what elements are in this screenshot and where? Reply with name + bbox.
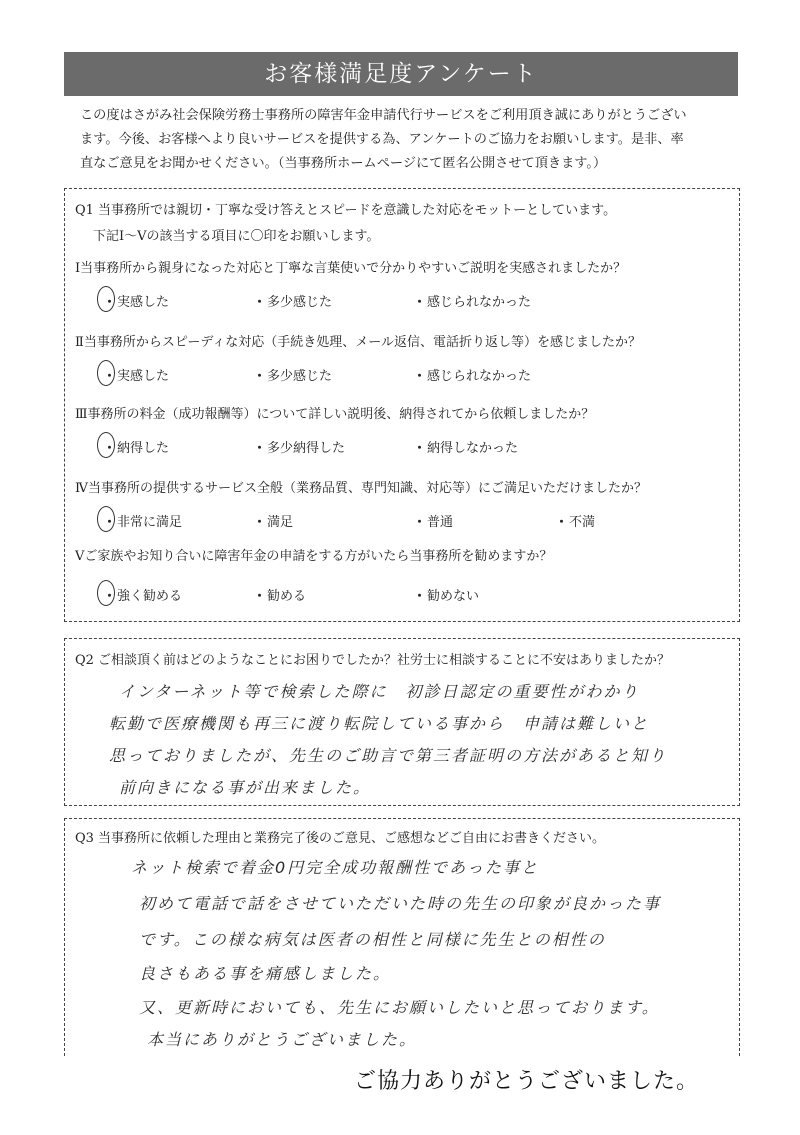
option-3-1[interactable]: ・納得した [103,437,169,456]
option-2-3[interactable]: ・感じられなかった [413,369,532,384]
handwritten-line: です。この様な病気は医者の相性と同様に先生との相性の [139,930,606,949]
option-label: 実感した [117,295,170,310]
option-1-3[interactable]: ・感じられなかった [413,295,532,310]
q1-instruction: 下記Ⅰ〜Ⅴの該当する項目に〇印をお願いします。 [93,229,380,244]
option-label: 勧める [267,589,307,604]
handwritten-line: 前向きになる事が出来ました。 [119,778,372,797]
option-label: 普通 [427,515,454,530]
question-3: Ⅲ事務所の料金（成功報酬等）について詳しい説明後、納得されてから依頼しましたか？ [75,407,595,422]
option-label: 納得しなかった [427,441,519,456]
option-label: 感じられなかった [427,295,532,310]
option-1-2[interactable]: ・多少感じた [253,295,333,310]
intro-line: ます。今後、お客様へより良いサービスを提供する為、アンケートのご協力をお願いします。是非、率 [80,132,684,147]
option-3-2[interactable]: ・多少納得した [253,441,346,456]
handwritten-line: 本当にありがとうございました。 [147,1030,418,1049]
q3-section [64,818,740,1056]
survey-title: お客様満足度アンケート [64,52,738,96]
option-label: 多少感じた [267,295,333,310]
option-label: 感じられなかった [427,369,532,384]
handwritten-line: インターネット等で検索した際に 初診日認定の重要性がわかり [119,682,640,701]
option-2-1[interactable]: ・実感した [103,365,169,384]
q1-heading: Q1 当事務所では親切・丁寧な受け答えとスピードを意識した対応をモットーとしています。 [75,203,617,218]
option-label: 非常に満足 [117,515,183,530]
handwritten-line: 初めて電話で話をさせていただいた時の先生の印象が良かった事 [139,894,662,913]
question-1: Ⅰ当事務所から親身になった対応と丁寧な言葉使いで分かりやすいご説明を実感されましたか？ [75,261,627,276]
handwritten-line: 思っておりましたが、先生のご助言で第三者証明の方法があると知り [109,746,668,765]
option-1-1[interactable]: ・実感した [103,291,169,310]
option-4-2[interactable]: ・満足 [253,515,294,530]
option-5-2[interactable]: ・勧める [253,589,307,604]
option-5-1[interactable]: ・強く勧める [103,585,182,604]
option-2-2[interactable]: ・多少感じた [253,369,333,384]
intro-text [80,104,740,176]
q2-heading: Q2 ご相談頂く前はどのようなことにお困りでしたか？社労士に相談することに不安はありましたか？ [75,653,671,668]
option-label: 不満 [569,515,596,530]
option-label: 強く勧める [117,589,183,604]
question-2: Ⅱ当事務所からスピーディな対応（手続き処理、メール返信、電話折り返し等）を感じましたか？ [75,335,642,350]
option-label: 多少感じた [267,369,333,384]
intro-line: この度はさがみ社会保険労務士事務所の障害年金申請代行サービスをご利用頂き誠にありがとうござい [80,108,687,123]
handwritten-line: 又、更新時においても、先生にお願いしたいと思っております。 [139,998,660,1017]
handwritten-line: 転勤で医療機関も再三に渡り転院している事から 申請は難しいと [109,714,650,733]
option-label: 満足 [267,515,294,530]
option-3-3[interactable]: ・納得しなかった [413,441,519,456]
question-5: Ⅴご家族やお知り合いに障害年金の申請をする方がいたら当事務所を勧めますか？ [75,549,553,564]
option-label: 納得した [117,441,170,456]
option-label: 実感した [117,369,170,384]
option-5-3[interactable]: ・勧めない [413,589,480,604]
question-4: Ⅳ当事務所の提供するサービス全般（業務品質、専門知識、対応等）にご満足いただけましたか？ [75,481,647,496]
option-label: 多少納得した [267,441,346,456]
q1-section [64,188,740,622]
handwritten-line: ネット検索で着金0円完全成功報酬性であった事と [131,858,540,877]
option-4-1[interactable]: ・非常に満足 [103,511,182,530]
option-4-4[interactable]: ・不満 [555,515,596,530]
option-4-3[interactable]: ・普通 [413,515,454,530]
option-label: 勧めない [427,589,480,604]
q3-heading: Q3 当事務所に依頼した理由と業務完了後のご意見、ご感想などご自由にお書きください。 [75,831,606,846]
handwritten-line: 良さもある事を痛感しました。 [139,964,392,983]
intro-line: 直なご意見をお聞かせください。（当事務所ホームページにて匿名公開させて頂きます。） [80,156,607,171]
q2-section [64,638,740,806]
closing-message: ご協力ありがとうございました。 [354,1069,700,1094]
